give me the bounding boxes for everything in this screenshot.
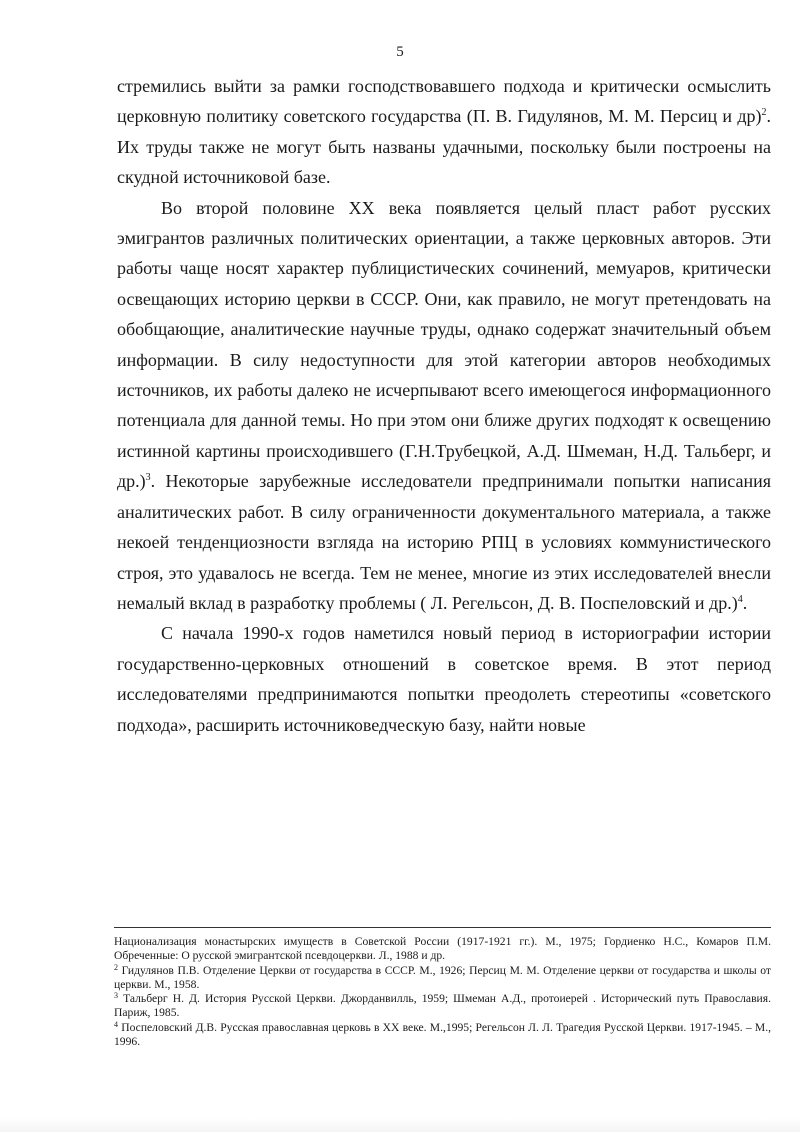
footnote-separator bbox=[114, 927, 771, 928]
paragraph-emigrant-authors bbox=[117, 193, 771, 619]
footnote-4 bbox=[114, 1021, 771, 1050]
paragraph-text: . Их труды также не могут быть названы удачными, поскольку были построены на скудной источниковой базе. bbox=[117, 106, 771, 188]
body-text bbox=[117, 71, 771, 740]
paragraph-text: стремились выйти за рамки господствовавшего подхода и критически осмыслить церковную политику советского государства (П. В. Гидулянов, М. М. Персиц и др) bbox=[117, 76, 771, 127]
footnote-text: Тальберг Н. Д. История Русской Церкви. Джорданвилль, 1959; Шмеман А.Д., протоиерей . Исторический путь Православия. Париж, 1985. bbox=[114, 992, 771, 1020]
footnote-text: Гидулянов П.В. Отделение Церкви от государства в СССР. М., 1926; Персиц М. М. Отделение церкви от государства и школы от церкви. М., 1958. bbox=[114, 963, 771, 991]
footnote-2 bbox=[114, 964, 771, 993]
page-number: 5 bbox=[396, 44, 404, 60]
paragraph-continuation bbox=[117, 71, 771, 193]
footnotes bbox=[114, 935, 771, 1049]
paragraph-1990s bbox=[117, 618, 771, 740]
footnote-ref: 3 bbox=[145, 472, 151, 484]
scan-bottom-edge bbox=[0, 1118, 800, 1132]
footnote-text: Национализация монастырских имуществ в Советской России (1917-1921 гг.). М., 1975; Гордиенко Н.С., Комаров П.М. Обреченные: О русской эмигрантской псевдоцеркви. Л., 1988 и др. bbox=[114, 935, 771, 963]
paragraph-text: С начала 1990-х годов наметился новый период в историографии истории государственно-церковных отношений в советское время. В этот период исследователями предпринимаются попытки преодолеть стереотипы «советского подхода», расширить источниковедческую базу, найти новые bbox=[117, 623, 771, 735]
footnote-marker: 4 bbox=[114, 1019, 118, 1029]
paragraph-text: . Некоторые зарубежные исследователи предпринимали попытки написания аналитических работ. В силу ограниченности документального материала, а также некоей тенденциозности взгляда на историю РПЦ в условиях коммунистического строя, это удавалось не всегда. Тем не менее, многие из этих исследователей внесли немалый вклад в разработку проблемы ( Л. Регельсон, Д. В. Поспеловский и др.) bbox=[117, 471, 771, 613]
paragraph-text: Во второй половине XX века появляется целый пласт работ русских эмигрантов различных политических ориентации, а также церковных авторов. Эти работы чаще носят характер публицистических сочинений, мемуаров, критически освещающих историю церкви в СССР. Они, как правило, не могут претендовать на обобщающие, аналитические научные труды, однако содержат значительный объем информации. В силу недоступности для этой категории авторов необходимых источников, их работы далеко не исчерпывают всего имеющегося информационного потенциала для данной темы. Но при этом они ближе других подходят к освещению истинной картины происходившего (Г.Н.Трубецкой, А.Д. Шмеман, Н.Д. Тальберг, и др.) bbox=[117, 197, 771, 492]
footnote-marker: 3 bbox=[114, 991, 118, 1001]
footnote-continuation bbox=[114, 935, 771, 964]
footnote-3 bbox=[114, 992, 771, 1021]
footnote-text: Поспеловский Д.В. Русская православная церковь в XX веке. М.,1995; Регельсон Л. Л. Трагедия Русской Церкви. 1917-1945. – М., 1996. bbox=[114, 1020, 771, 1049]
paragraph-text: . bbox=[742, 592, 748, 613]
footnote-ref: 2 bbox=[761, 107, 767, 119]
footnote-marker: 2 bbox=[114, 962, 118, 972]
footnote-ref: 4 bbox=[737, 593, 743, 605]
